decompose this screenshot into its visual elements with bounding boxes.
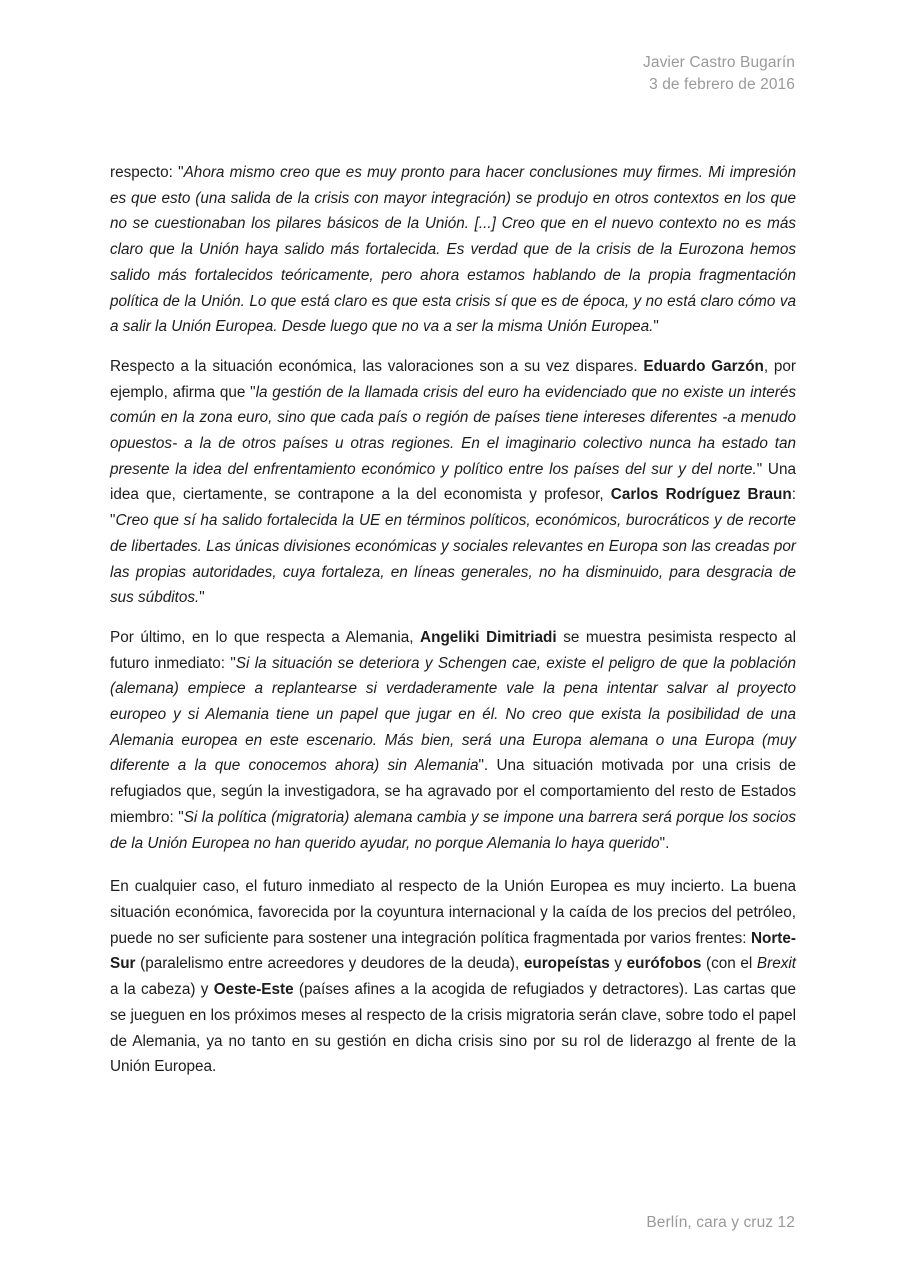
paragraph-p3-alemania — [110, 625, 796, 856]
emphasis-bold: Norte-Sur — [110, 929, 796, 973]
text-run: (con el — [701, 955, 757, 973]
emphasis-bold: Eduardo Garzón — [643, 357, 764, 375]
text-run: Respecto a la situación económica, las valoraciones son a su vez dispares. — [110, 357, 644, 375]
text-run: : " — [110, 486, 796, 530]
header-author: Javier Castro Bugarín — [643, 54, 795, 71]
text-run: respecto: " — [110, 164, 184, 181]
emphasis-italic: Creo que sí ha salido fortalecida la UE en términos políticos, económicos, burocráticos y de recorte de libertades. Las únicas divisiones económicas y sociales relevantes en Europa son las creadas por las propias autoridades, cuya fortaleza, en líneas generales, no ha disminuido, para desgracia de sus súbditos. — [110, 512, 796, 607]
text-run: " Una idea que, ciertamente, se contrapone a la del economista y profesor, — [110, 460, 796, 504]
text-run: , por ejemplo, afirma que " — [110, 357, 797, 401]
paragraph-p1-respecto — [110, 160, 796, 340]
paragraph-p4-conclusion — [110, 874, 796, 1080]
emphasis-italic: Ahora mismo creo que es muy pronto para hacer conclusiones muy firmes. Mi impresión es que esto (una salida de la crisis con mayor integración) se produjo en otros contextos en los que no se cuestionaban los pilares básicos de la Unión. [...] Creo que en el nuevo contexto no es más claro que la Unión haya salido más fortalecida. Es verdad que de la crisis de la Eurozona hemos salido más fortalecidos teóricamente, pero ahora estamos hablando de la propia fragmentación política de la Unión. Lo que está claro es que esta crisis sí que es de época, y no está claro cómo va a salir la Unión Europea. Desde luego que no va a ser la misma Unión Europea. — [110, 164, 796, 336]
emphasis-bold: Carlos Rodríguez Braun — [610, 486, 792, 504]
text-run: " — [199, 589, 205, 607]
text-run: " — [653, 318, 659, 336]
text-run: se muestra pesimista respecto al futuro inmediato: " — [110, 628, 796, 672]
document-body — [110, 160, 796, 1080]
emphasis-italic: Si la situación se deteriora y Schengen cae, existe el peligro de que la población (alemana) empiece a replantearse si verdaderamente vale la pena intentar salvar al proyecto europeo y si Alemania tiene un papel que jugar en él. No creo que exista la posibilidad de una Alemania europea en este escenario. Más bien, será una Europa alemana o una Europa (muy diferente a la que conocemos ahora) sin Alemania — [110, 654, 797, 775]
paragraph-p2-economia — [110, 354, 796, 611]
emphasis-bold: Angeliki Dimitriadi — [420, 628, 557, 646]
text-run: En cualquier caso, el futuro inmediato al respecto de la Unión Europea es muy incierto. La buena situación económica, favorecida por la coyuntura internacional y la caída de los precios del petróleo, puede no ser suficiente para sostener una integración política fragmentada por varios frentes: — [110, 878, 796, 947]
text-run: (paralelismo entre acreedores y deudores de la deuda), — [135, 955, 524, 973]
emphasis-bold: eurófobos — [626, 955, 702, 973]
document-header — [643, 52, 795, 96]
text-run: y — [609, 955, 627, 973]
emphasis-italic: la gestión de la llamada crisis del euro ha evidenciado que no existe un interés común en la zona euro, sino que cada país o región de países tiene intereses diferentes -a menudo opuestos- a la de otros países u otras regiones. En el imaginario colectivo nunca ha estado tan presente la idea del enfrentamiento económico y político entre los países del sur y del norte. — [110, 383, 796, 478]
emphasis-bold: Oeste-Este — [213, 981, 294, 999]
text-run: ". Una situación motivada por una crisis de refugiados que, según la investigadora, se ha agravado por el comportamiento del resto de Estados miembro: " — [110, 757, 796, 826]
document-footer: Berlín, cara y cruz 12 — [646, 1214, 795, 1231]
text-run: Por último, en lo que respecta a Alemania, — [110, 628, 421, 646]
emphasis-italic: Brexit — [756, 955, 796, 973]
emphasis-bold: europeístas — [523, 955, 610, 973]
text-run: ". — [659, 834, 670, 852]
text-run: a la cabeza) y — [110, 981, 214, 999]
emphasis-italic: Si la política (migratoria) alemana cambia y se impone una barrera será porque los socios de la Unión Europea no han querido ayudar, no porque Alemania lo haya querido — [110, 808, 796, 852]
text-run: (países afines a la acogida de refugiados y detractores). Las cartas que se jueguen en los próximos meses al respecto de la crisis migratoria serán clave, sobre todo el papel de Alemania, ya no tanto en su gestión en dicha crisis sino por su rol de liderazgo al frente de la Unión Europea. — [110, 981, 796, 1076]
header-date: 3 de febrero de 2016 — [649, 76, 795, 93]
